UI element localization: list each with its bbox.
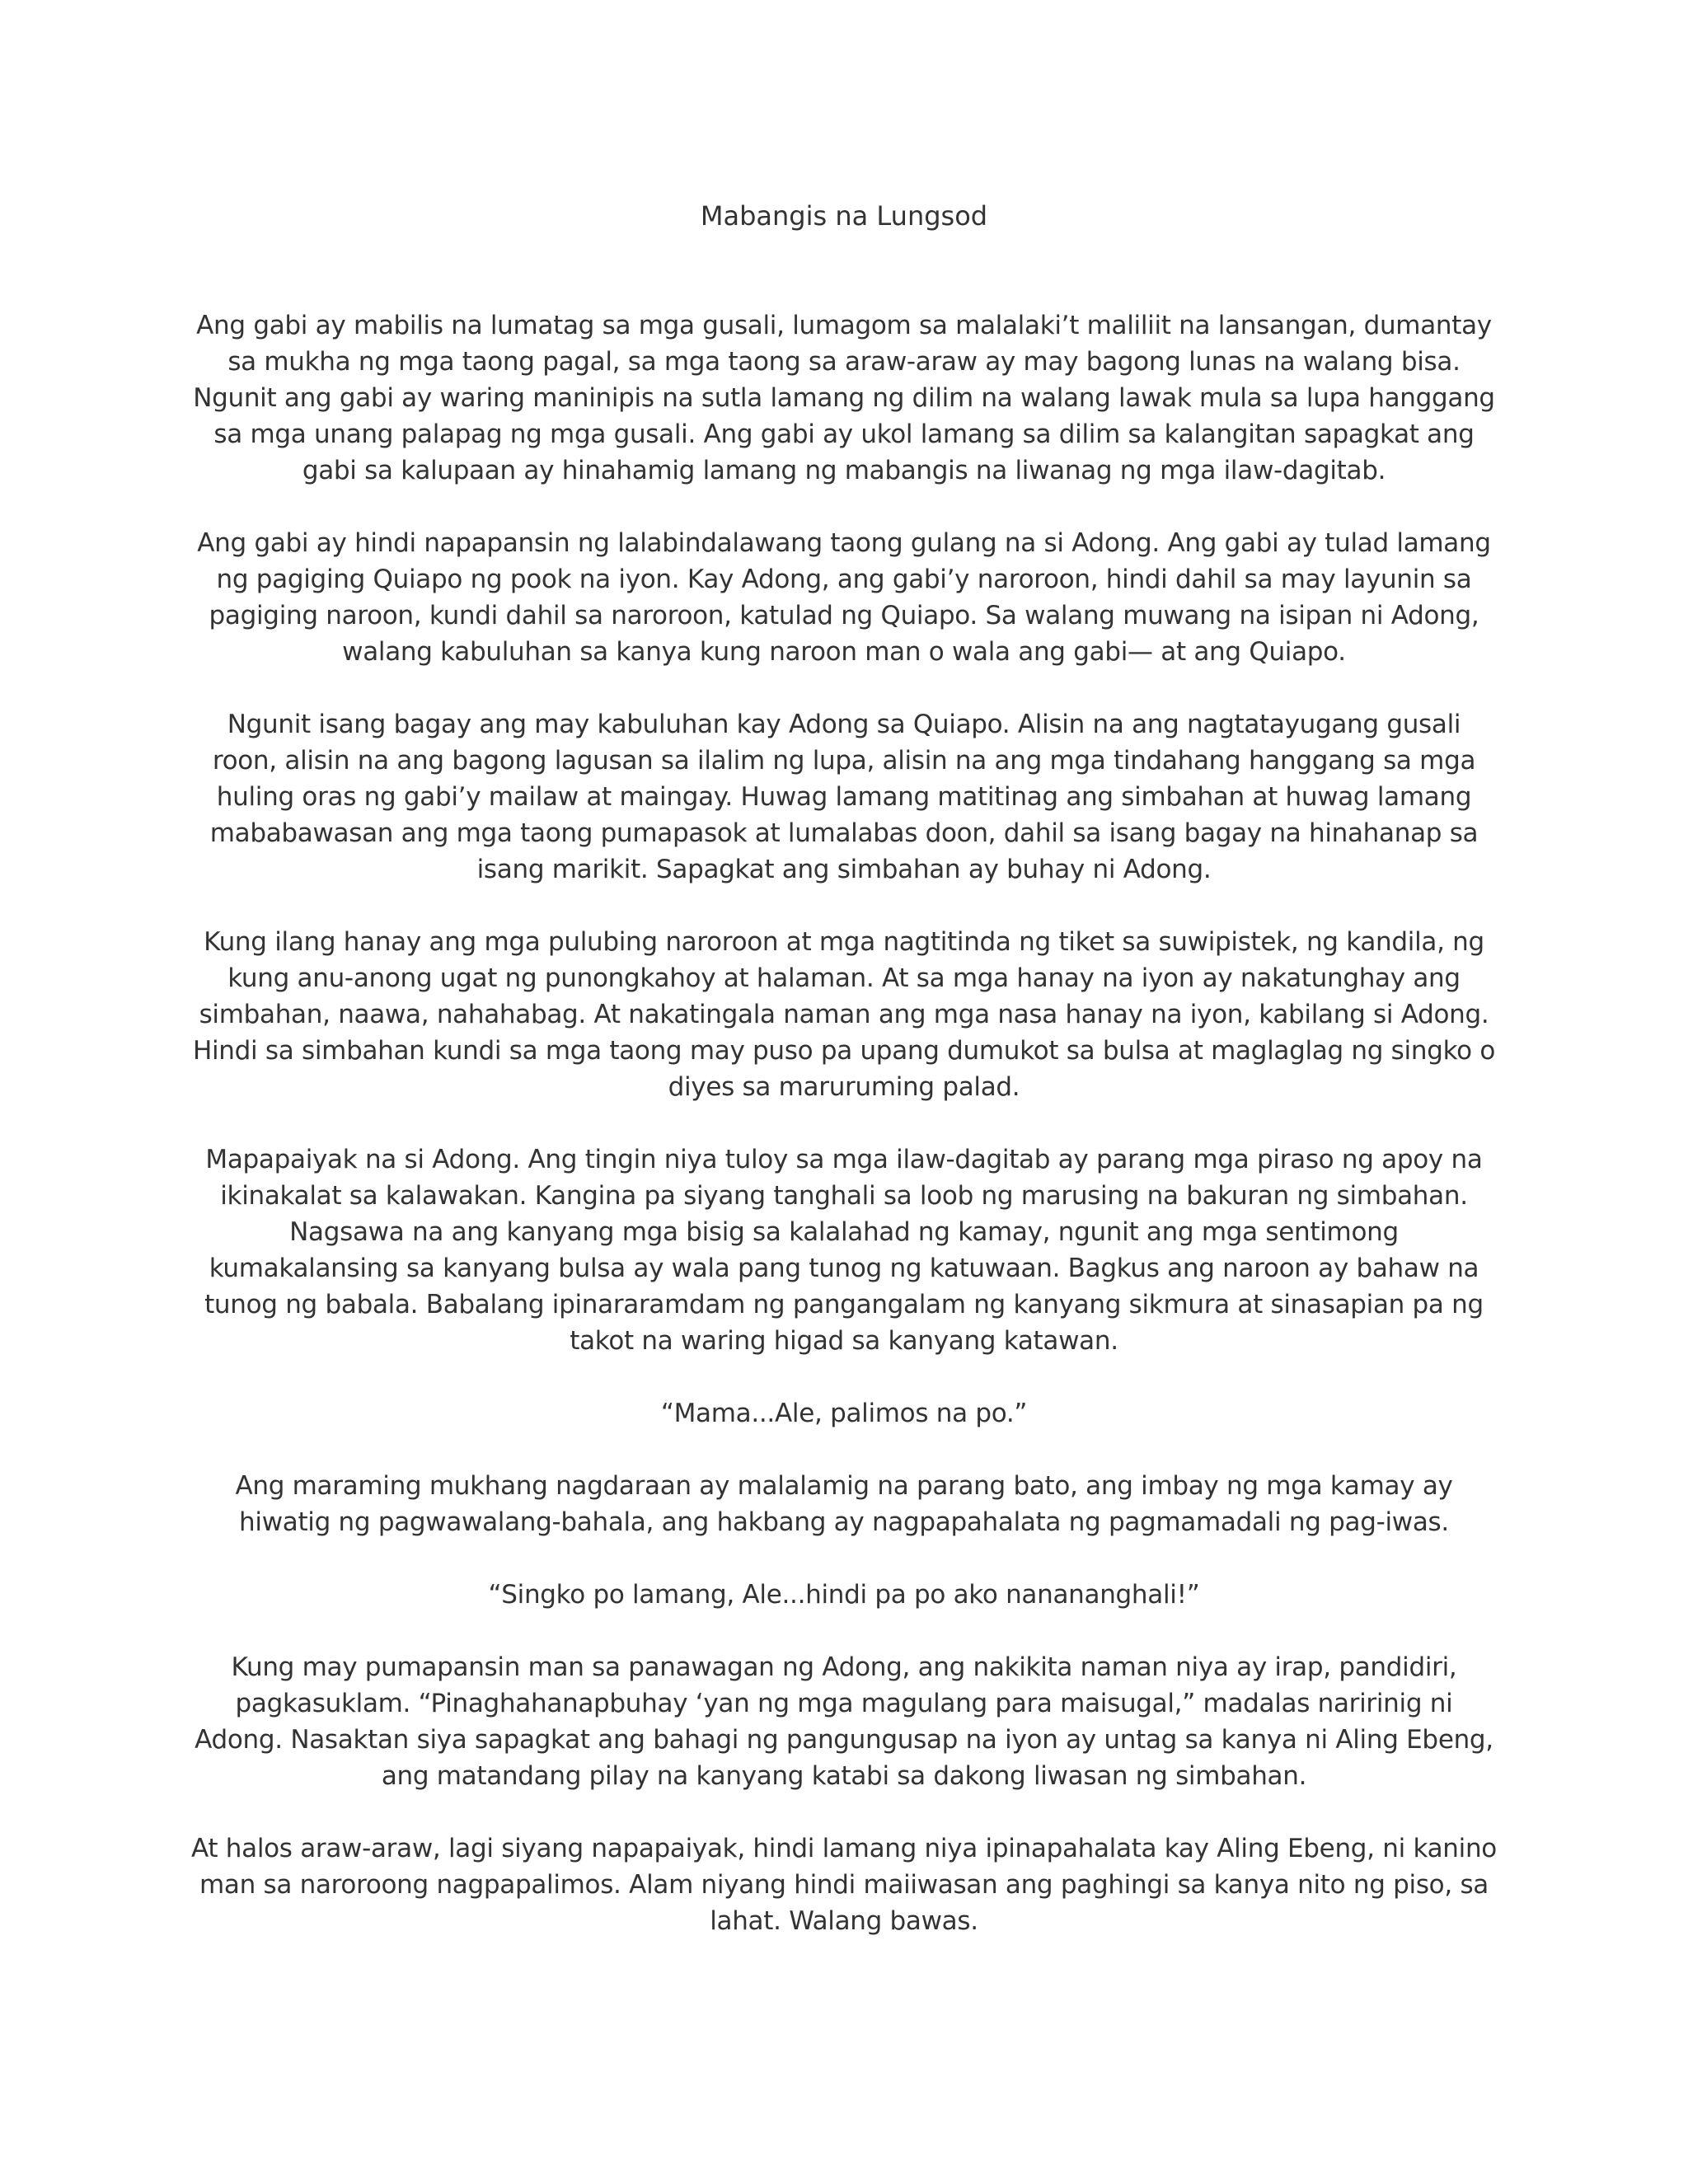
paragraph-8: At halos araw-araw, lagi siyang napapaiyak, hindi lamang niya ipinapahalata kay Aling Ebeng, ni kanino man sa naroroong nagpapalimos. Alam niyang hindi maiiwasan ang paghingi sa kanya nito ng piso, sa lahat. Walang bawas. (191, 1834, 1497, 1936)
page-title: Mabangis na Lungsod (700, 200, 988, 232)
paragraph-4: Kung ilang hanay ang mga pulubing naroroon at mga nagtitinda ng tiket sa suwipistek, ng kandila, ng kung anu-anong ugat ng punongkahoy at halaman. At sa mga hanay na iyon ay nakatunghay ang simbahan, naawa, nahahabag. At nakatingala naman ang mga nasa hanay na iyon, kabilang si Adong. Hindi sa simbahan kundi sa mga taong may puso pa upang dumukot sa bulsa at maglaglag ng singko o diyes sa maruruming palad. (192, 927, 1496, 1102)
paragraph-2: Ang gabi ay hindi napapansin ng lalabindalawang taong gulang na si Adong. Ang gabi ay tulad lamang ng pagiging Quiapo ng pook na iyon. Kay Adong, ang gabi’y naroroon, hindi dahil sa may layunin sa pagiging naroon, kundi dahil sa naroroon, katulad ng Quiapo. Sa walang muwang na isipan ni Adong, walang kabuluhan sa kanya kung naroon man o wala ang gabi— at ang Quiapo. (197, 528, 1491, 667)
document-body (191, 307, 1497, 1975)
paragraph-5: Mapapaiyak na si Adong. Ang tingin niya tuloy sa mga ilaw-dagitab ay parang mga piraso ng apoy na ikinakalat sa kalawakan. Kangina pa siyang tanghali sa loob ng marusing na bakuran ng simbahan. Nagsawa na ang kanyang mga bisig sa kalalahad ng kamay, ngunit ang mga sentimong kumakalansing sa kanyang bulsa ay wala pang tunog ng katuwaan. Bagkus ang naroon ay bahaw na tunog ng babala. Babalang ipinararamdam ng pangangalam ng kanyang sikmura at sinasapian pa ng takot na waring higad sa kanyang katawan. (204, 1145, 1484, 1356)
paragraph-1: Ang gabi ay mabilis na lumatag sa mga gusali, lumagom sa malalaki’t maliliit na lansangan, dumantay sa mukha ng mga taong pagal, sa mga taong sa araw-araw ay may bagong lunas na walang bisa. Ngunit ang gabi ay waring maninipis na sutla lamang ng dilim na walang lawak mula sa lupa hanggang sa mga unang palapag ng mga gusali. Ang gabi ay ukol lamang sa dilim sa kalangitan sapagkat ang gabi sa kalupaan ay hinahamig lamang ng mabangis na liwanag ng mga ilaw-dagitab. (193, 311, 1495, 485)
dialogue-line-2: “Singko po lamang, Ale...hindi pa po ako nanananghali!” (488, 1580, 1200, 1610)
paragraph-6: Ang maraming mukhang nagdaraan ay malalamig na parang bato, ang imbay ng mga kamay ay hiwatig ng pagwawalang-bahala, ang hakbang ay nagpapahalata ng pagmamadali ng pag-iwas. (235, 1471, 1453, 1537)
paragraph-3: Ngunit isang bagay ang may kabuluhan kay Adong sa Quiapo. Alisin na ang nagtatayugang gusali roon, alisin na ang bagong lagusan sa ilalim ng lupa, alisin na ang mga tindahang hanggang sa mga huling oras ng gabi’y mailaw at maingay. Huwag lamang matitinag ang simbahan at huwag lamang mababawasan ang mga taong pumapasok at lumalabas doon, dahil sa isang bagay na hinahanap sa isang marikit. Sapagkat ang simbahan ay buhay ni Adong. (209, 710, 1479, 884)
dialogue-line-1: “Mama...Ale, palimos na po.” (660, 1399, 1028, 1428)
paragraph-7: Kung may pumapansin man sa panawagan ng Adong, ang nakikita naman niya ay irap, pandidiri, pagkasuklam. “Pinaghahanapbuhay ‘yan ng mga magulang para maisugal,” madalas naririnig ni Adong. Nasaktan siya sapagkat ang bahagi ng pangungusap na iyon ay untag sa kanya ni Aling Ebeng, ang matandang pilay na kanyang katabi sa dakong liwasan ng simbahan. (195, 1652, 1493, 1791)
